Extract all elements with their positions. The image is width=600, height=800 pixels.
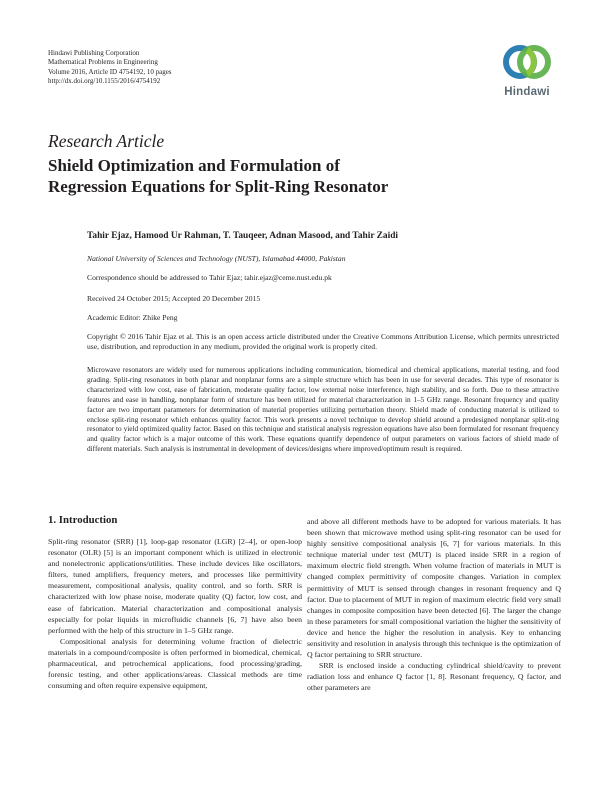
authors: Tahir Ejaz, Hamood Ur Rahman, T. Tauqeer, Adnan Masood, and Tahir Zaidi [87, 231, 399, 241]
abstract [87, 365, 559, 454]
hindawi-logo-text: Hindawi [504, 86, 550, 98]
left-column [48, 514, 302, 691]
right-column [307, 516, 561, 694]
affiliation: National University of Sciences and Technology (NUST), Islamabad 44000, Pakistan [87, 254, 346, 263]
copyright-text: Copyright © 2016 Tahir Ejaz et al. This is an open access article distributed under the Creative Commons Attribution License, which permits unrestricted use, distribution, and reproduction in any medium, provided the original work is properly cited. [87, 332, 559, 351]
publisher: Hindawi Publishing Corporation [48, 49, 140, 57]
paragraph: Compositional analysis for determining volume fraction of dielectric materials in a compound/composite is often performed in biomedical, chemical, pharmaceutical, and petrochemical applications, food processing/grading, forensic testing, and other applications/areas. Classical methods are time consuming and often require expensive equipment, [48, 636, 302, 691]
title-line: Shield Optimization and Formulation of [48, 156, 340, 175]
hindawi-logo-icon [497, 42, 557, 86]
article-type: Research Article [48, 131, 165, 151]
paragraph: SRR is enclosed inside a conducting cylindrical shield/cavity to prevent radiation loss and enhance Q factor [1, 8]. Resonant frequency, Q factor, and other parameters are [307, 661, 561, 693]
title-line: Regression Equations for Split-Ring Resonator [48, 177, 389, 196]
volume-line: Volume 2016, Article ID 4754192, 10 pages [48, 67, 172, 76]
hindawi-logo [497, 42, 557, 104]
journal-name: Mathematical Problems in Engineering [48, 58, 158, 67]
section-heading: 1. Introduction [48, 514, 118, 526]
copyright [87, 332, 559, 352]
doi-link[interactable]: http://dx.doi.org/10.1155/2016/4754192 [48, 77, 161, 86]
paper-title [48, 155, 388, 197]
paragraph: and above all different methods have to be adopted for various materials. It has been shown that microwave method using split-ring resonator can be used for highly sensitive compositional analysis [6, 7] for various materials. In this technique material under test (MUT) is placed inside SRR in a region of maximum electric field strength. When volume fraction of materials in MUT is changed complex permittivity of composite changes. Variation in complex permittivity of MUT is sensed through changes in resonant frequency and Q factor. Due to placement of MUT in region of maximum electric field very small changes in composite composition have been detected [6]. The larger the change in these parameters for small compositional variation the higher the sensitivity of device and hence the higher the resolution in analysis. Key to enhancing sensitivity and resolution in analysis through this technique is the optimization of Q factor pertaining to SRR structure. [307, 517, 561, 660]
academic-editor: Academic Editor: Zhike Peng [87, 313, 178, 322]
dates: Received 24 October 2015; Accepted 20 December 2015 [87, 294, 261, 303]
correspondence: Correspondence should be addressed to Tahir Ejaz; tahir.ejaz@ceme.nust.edu.pk [87, 273, 332, 282]
abstract-text: Microwave resonators are widely used for numerous applications including communication, biomedical and chemical applications, material testing, and food grading. Split-ring resonators in both planar and nonplanar forms are a simple structure which has been in use for several decades. This type of resonator is characterized with low cost, ease of fabrication, moderate quality factor, low external noise interference, high stability, and so forth. Due to these attractive features and ease in handling, nonplanar form of structure has been utilized for material characterization in 1–5 GHz range. Resonant frequency and quality factor are two important parameters for determination of material properties utilizing perturbation theory. Shield made of conducting material is utilized to enclose split-ring resonator which enhances quality factor. This work presents a novel technique to develop shield around a predesigned nonplanar split-ring resonator to yield optimized quality factor. Based on this technique and statistical analysis regression equations have also been formulated for resonant frequency and quality factor which is a major outcome of this work. These equations quantify dependence of output parameters on various factors of shield made of different materials. Such analysis is instrumental in development of devices/designs where improved/optimum result is required. [87, 365, 559, 454]
journal-info [48, 49, 172, 87]
paragraph: Split-ring resonator (SRR) [1], loop-gap resonator (LGR) [2–4], or open-loop resonator (OLR) [5] is an important component which is utilized in electronic and nonelectronic applications/utilities. These include devices like oscillators, filters, tuned amplifiers, frequency meters, and processes like permittivity measurement, compositional analysis, quality control, and so forth. SRR is characterized with low phase noise, moderate quality (Q) factor, low cost, and ease of fabrication. Material characterization and compositional analysis especially for polar liquids in microfluidic channels [6, 7] have also been performed with the help of this structure in 1–5 GHz range. [48, 537, 302, 635]
